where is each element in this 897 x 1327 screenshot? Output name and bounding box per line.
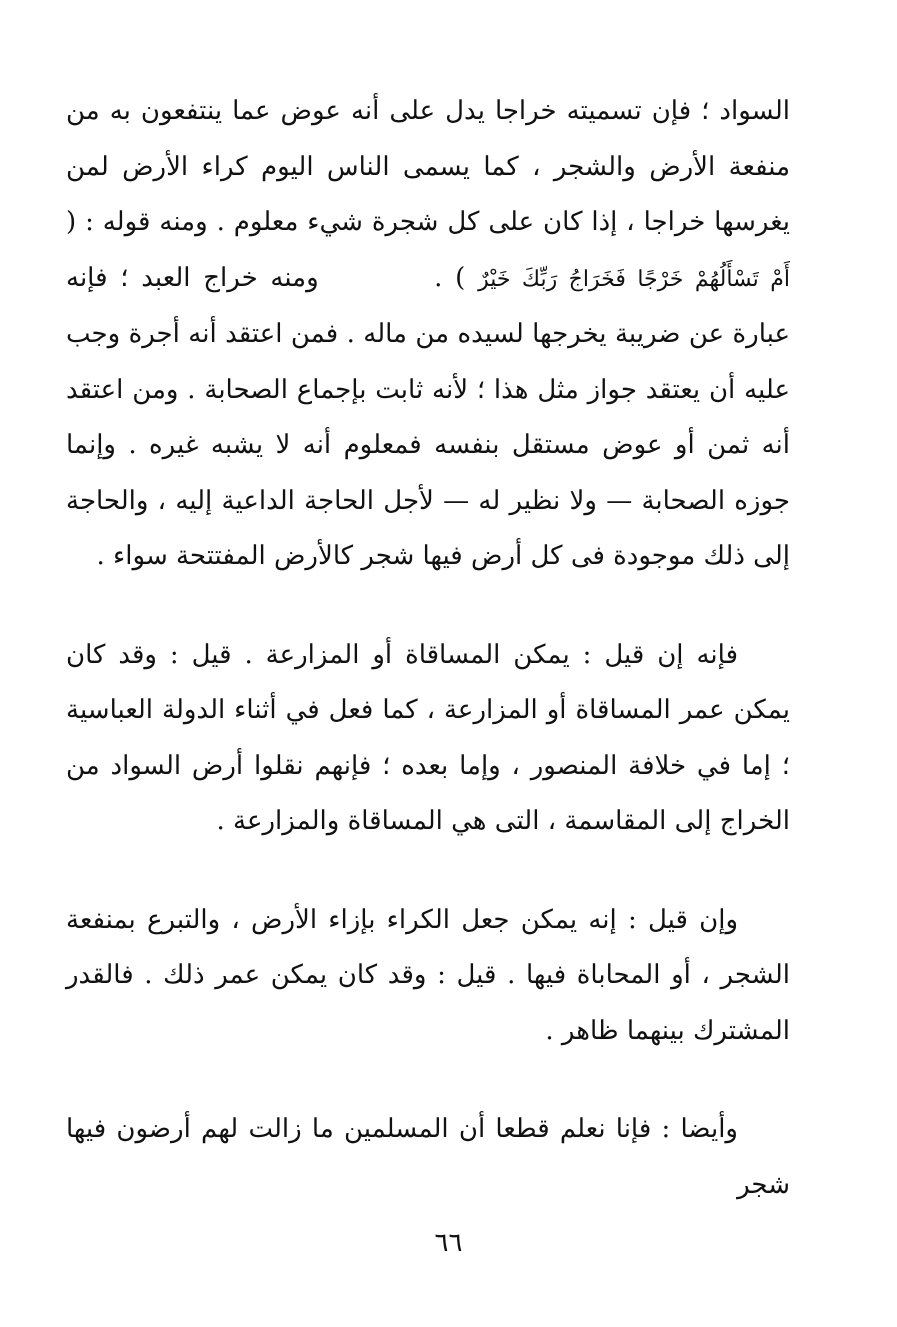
page-number: ٦٦ xyxy=(434,1228,463,1258)
paragraph-1 xyxy=(66,84,790,585)
body-text xyxy=(66,84,790,1213)
paragraph-1-part-a: السواد ؛ فإن تسميته خراجا يدل على أنه عوض عما ينتفعون به من منفعة الأرض والشجر ، كما يسمى الناس اليوم كراء الأرض لمن يغرسها خراجا ، إذا كان على كل شجرة شيء معلوم . ومنه قوله : ( xyxy=(66,96,790,237)
paragraph-3: وإن قيل : إنه يمكن جعل الكراء بإزاء الأرض ، والتبرع بمنفعة الشجر ، أو المحاباة فيها . قيل : وقد كان يمكن عمر ذلك . فالقدر المشترك بينهما ظاهر . xyxy=(66,904,790,1046)
paragraph-1-part-b: ) . xyxy=(434,262,466,293)
paragraph-2: فإنه إن قيل : يمكن المساقاة أو المزارعة . قيل : وقد كان يمكن عمر المساقاة أو المزارعة ، كما فعل في أثناء الدولة العباسية ؛ إما في خلافة المنصور ، وإما بعده ؛ فإنهم نقلوا أرض السواد من الخراج إلى المقاسمة ، التى هي المساقاة والمزارعة . xyxy=(66,639,790,836)
paragraph-4: وأيضا : فإنا نعلم قطعا أن المسلمين ما زالت لهم أرضون فيها شجر xyxy=(66,1114,790,1200)
quran-verse: أَمْ تَسْأَلُهُمْ خَرْجًا فَخَرَاجُ رَبِّكَ خَيْرٌ xyxy=(478,266,790,292)
paragraph-1-part-c: ومنه خراج العبد ؛ فإنه عبارة عن ضريبة يخرجها لسيده من ماله . فمن اعتقد أنه أجرة وجب عليه أن يعتقد جواز مثل هذا ؛ لأنه ثابت بإجماع الصحابة . ومن اعتقد أنه ثمن أو عوض مستقل بنفسه فمعلوم أنه لا يشبه غيره . وإنما جوزه الصحابة — ولا نظير له — لأجل الحاجة الداعية إليه ، والحاجة إلى ذلك موجودة فى كل أرض فيها شجر كالأرض المفتتحة سواء . xyxy=(66,262,790,571)
